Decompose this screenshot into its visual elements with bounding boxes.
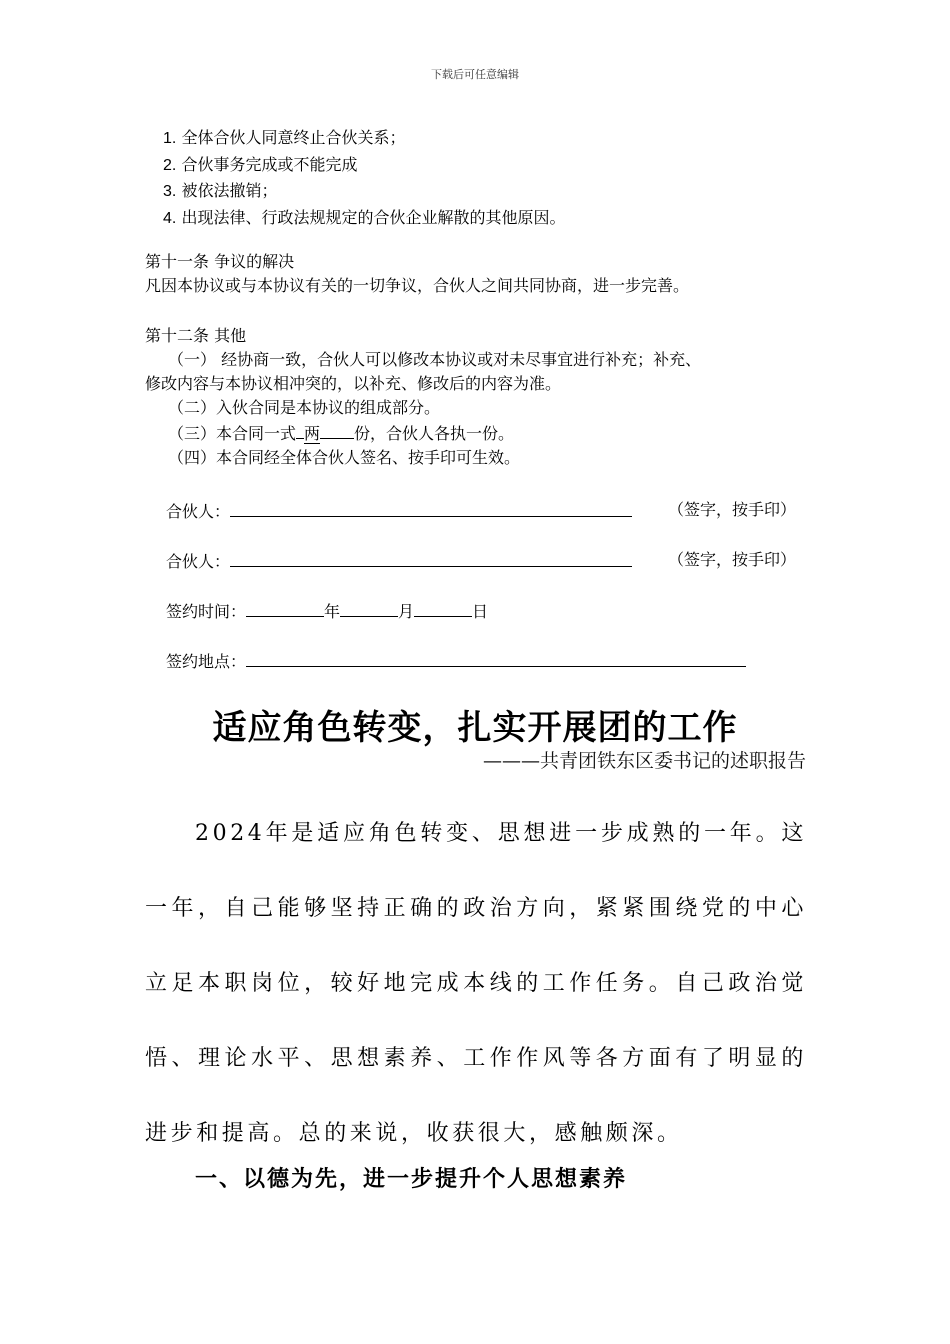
article-11 xyxy=(145,250,689,298)
article-12 xyxy=(145,324,701,470)
article-12-item-2: （二）入伙合同是本协议的组成部分。 xyxy=(168,398,441,417)
month-blank[interactable] xyxy=(340,598,398,617)
partner-label: 合伙人： xyxy=(166,552,231,571)
partner-signature-row-2 xyxy=(166,548,796,572)
report-paragraph: 2024年是适应角色转变、思想进一步成熟的一年。这一年，自己能够坚持正确的政治方向，紧紧围绕党的中心立足本职岗位，较好地完成本线的工作任务。自己政治觉悟、理论水平、思想素养、工作作风等各方面有了明显的进步和提高。总的来说，收获很大，感触颇深。 xyxy=(145,821,807,1146)
place-label: 签约地点： xyxy=(166,652,247,671)
page-header: 下载后可任意编辑 xyxy=(431,68,519,81)
list-text: 全体合伙人同意终止合伙关系； xyxy=(181,128,406,147)
article-11-heading: 第十一条 争议的解决 xyxy=(145,252,295,271)
sign-note: （签字，按手印） xyxy=(667,550,796,569)
partner-label: 合伙人： xyxy=(166,502,231,521)
partner-signature-line[interactable] xyxy=(230,548,632,567)
report-subtitle: ———共青团铁东区委书记的述职报告 xyxy=(482,750,806,772)
article-11-text: 凡因本协议或与本协议有关的一切争议，合伙人之间共同协商，进一步完善。 xyxy=(145,276,690,295)
list-number: 1. xyxy=(163,130,177,147)
article-12-item-1-line-1: （一） 经协商一致，合伙人可以修改本协议或对未尽事宜进行补充；补充、 xyxy=(168,350,702,369)
dissolution-list xyxy=(163,125,565,231)
date-label: 签约时间： xyxy=(166,602,247,621)
list-number: 3. xyxy=(163,183,177,200)
list-item xyxy=(163,125,565,152)
list-number: 2. xyxy=(163,156,177,174)
signing-date-row: 签约时间： 年 月 日 xyxy=(166,598,488,622)
article-12-item-3: （三）本合同一式 两 份，合伙人各执一份。 xyxy=(145,420,701,446)
list-number: 4. xyxy=(163,209,177,227)
section-heading-1: 一、以德为先，进一步提升个人思想素养 xyxy=(195,1167,628,1192)
article-12-heading: 第十二条 其他 xyxy=(145,326,247,345)
list-text: 被依法撤销； xyxy=(181,181,278,200)
list-item xyxy=(163,178,565,205)
partner-signature-row-1 xyxy=(166,498,796,522)
partner-signature-line[interactable] xyxy=(230,498,632,517)
signing-place-row xyxy=(166,648,746,672)
year-blank[interactable] xyxy=(246,598,324,617)
report-title: 适应角色转变，扎实开展团的工作 xyxy=(212,708,738,748)
article-12-item-1-line-2: 修改内容与本协议相冲突的，以补充、修改后的内容为准。 xyxy=(145,374,562,393)
list-text: 出现法律、行政法规规定的合伙企业解散的其他原因。 xyxy=(181,207,566,227)
place-blank[interactable] xyxy=(246,648,746,667)
article-12-item-4: （四）本合同经全体合伙人签名、按手印可生效。 xyxy=(168,448,521,467)
sign-note: （签字，按手印） xyxy=(667,500,796,519)
copies-count: 两 xyxy=(304,424,321,443)
day-blank[interactable] xyxy=(414,598,472,617)
list-text: 合伙事务完成或不能完成 xyxy=(181,154,358,174)
list-item xyxy=(163,152,565,179)
list-item xyxy=(163,205,565,232)
